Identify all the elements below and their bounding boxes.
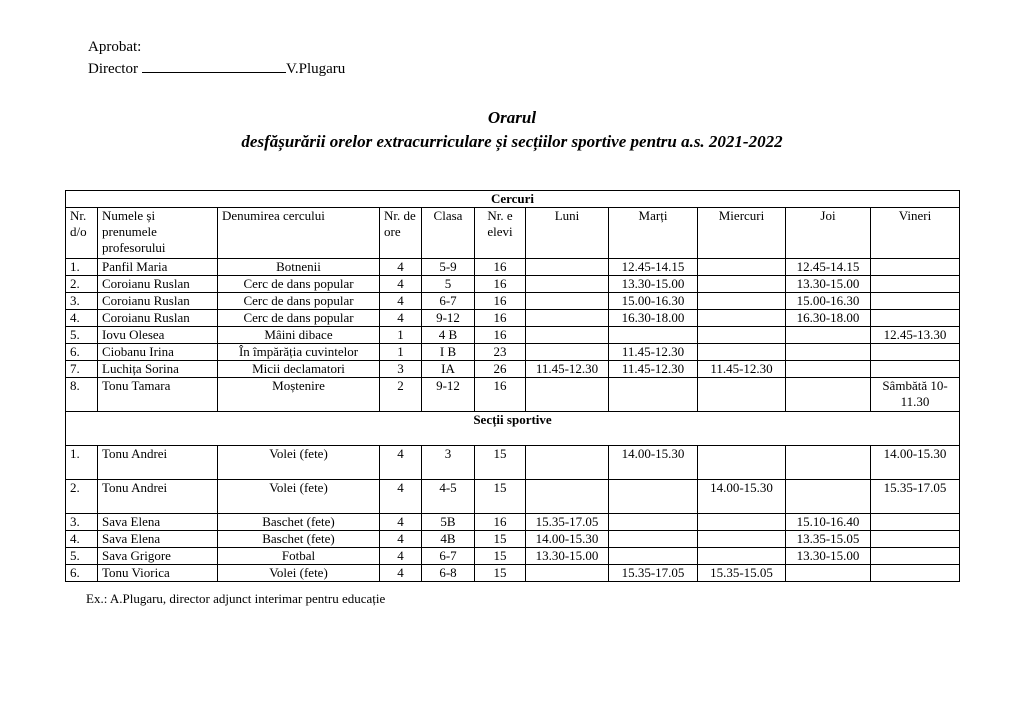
table-row: [66, 310, 960, 327]
cell-nr: 2.: [66, 276, 98, 293]
cell-hours: 1: [380, 344, 422, 361]
cell-hours: 4: [380, 310, 422, 327]
cell-hours: 2: [380, 378, 422, 412]
cell-tue: 15.00-16.30: [609, 293, 698, 310]
cell-fri: [871, 361, 960, 378]
cell-teacher: Panfil Maria: [98, 259, 218, 276]
cell-tue: 15.35-17.05: [609, 565, 698, 582]
cell-mon: [526, 259, 609, 276]
cell-activity: Botnenii: [218, 259, 380, 276]
signature-line: [142, 58, 286, 73]
cell-wed: [698, 446, 786, 480]
cell-class: 3: [422, 446, 475, 480]
cell-students: 16: [475, 514, 526, 531]
cell-mon: 14.00-15.30: [526, 531, 609, 548]
header-students: Nr. e elevi: [475, 208, 526, 259]
table-row: [66, 259, 960, 276]
cell-tue: [609, 378, 698, 412]
cell-wed: [698, 344, 786, 361]
cell-fri: 14.00-15.30: [871, 446, 960, 480]
table-row: [66, 327, 960, 344]
cell-mon: [526, 327, 609, 344]
cell-hours: 4: [380, 276, 422, 293]
cell-fri: [871, 514, 960, 531]
cell-nr: 4.: [66, 531, 98, 548]
cell-mon: 15.35-17.05: [526, 514, 609, 531]
header-row: [66, 208, 960, 259]
cell-nr: 3.: [66, 514, 98, 531]
cell-students: 16: [475, 276, 526, 293]
cell-wed: 14.00-15.30: [698, 480, 786, 514]
cell-class: 9-12: [422, 310, 475, 327]
cell-class: 6-7: [422, 548, 475, 565]
table-row: [66, 344, 960, 361]
cell-thu: 13.30-15.00: [786, 276, 871, 293]
cell-tue: 11.45-12.30: [609, 361, 698, 378]
cell-activity: Baschet (fete): [218, 531, 380, 548]
title-line-2: desfășurării orelor extracurriculare și secțiilor sportive pentru a.s. 2021-2022: [241, 132, 783, 151]
cell-thu: 12.45-14.15: [786, 259, 871, 276]
cell-mon: [526, 293, 609, 310]
cell-activity: Mâini dibace: [218, 327, 380, 344]
cell-tue: [609, 531, 698, 548]
cell-tue: [609, 480, 698, 514]
cell-fri: [871, 548, 960, 565]
sectii-section-heading: Secții sportive: [66, 412, 960, 446]
schedule-body: [66, 191, 960, 582]
header-teacher: Numele și prenumele profesorului: [98, 208, 218, 259]
header-wed: Miercuri: [698, 208, 786, 259]
table-row: [66, 446, 960, 480]
cell-activity: Volei (fete): [218, 446, 380, 480]
cell-fri: [871, 310, 960, 327]
cell-wed: [698, 276, 786, 293]
cell-nr: 4.: [66, 310, 98, 327]
cell-students: 26: [475, 361, 526, 378]
cell-class: I B: [422, 344, 475, 361]
cell-class: 6-7: [422, 293, 475, 310]
cell-wed: [698, 378, 786, 412]
cell-wed: 15.35-15.05: [698, 565, 786, 582]
table-row: [66, 480, 960, 514]
header-class: Clasa: [422, 208, 475, 259]
cell-hours: 4: [380, 531, 422, 548]
table-row: [66, 548, 960, 565]
header-nr: Nr. d/o: [66, 208, 98, 259]
cell-teacher: Sava Grigore: [98, 548, 218, 565]
cell-tue: 14.00-15.30: [609, 446, 698, 480]
cell-students: 16: [475, 259, 526, 276]
cell-thu: [786, 565, 871, 582]
director-label: Director: [88, 61, 138, 77]
cell-activity: Volei (fete): [218, 565, 380, 582]
cell-nr: 8.: [66, 378, 98, 412]
cell-class: 4B: [422, 531, 475, 548]
cercuri-section-row: [66, 191, 960, 208]
cell-thu: 15.00-16.30: [786, 293, 871, 310]
cell-fri: [871, 293, 960, 310]
header-thu: Joi: [786, 208, 871, 259]
cell-teacher: Iovu Olesea: [98, 327, 218, 344]
cell-nr: 7.: [66, 361, 98, 378]
cell-nr: 1.: [66, 259, 98, 276]
cell-tue: 12.45-14.15: [609, 259, 698, 276]
cell-hours: 3: [380, 361, 422, 378]
cell-fri: [871, 259, 960, 276]
cell-fri: [871, 344, 960, 361]
table-row: [66, 276, 960, 293]
cell-students: 15: [475, 480, 526, 514]
cell-students: 16: [475, 327, 526, 344]
cell-students: 16: [475, 310, 526, 327]
cell-mon: 13.30-15.00: [526, 548, 609, 565]
cell-teacher: Coroianu Ruslan: [98, 276, 218, 293]
director-line: [88, 58, 345, 80]
cell-hours: 4: [380, 565, 422, 582]
cell-thu: 13.30-15.00: [786, 548, 871, 565]
cell-activity: Baschet (fete): [218, 514, 380, 531]
cell-thu: [786, 378, 871, 412]
cell-fri: [871, 531, 960, 548]
approval-block: [88, 36, 345, 80]
cell-students: 15: [475, 565, 526, 582]
cell-wed: [698, 293, 786, 310]
cell-nr: 6.: [66, 565, 98, 582]
cell-nr: 6.: [66, 344, 98, 361]
cell-mon: [526, 480, 609, 514]
cell-activity: În împărăția cuvintelor: [218, 344, 380, 361]
cell-class: 5-9: [422, 259, 475, 276]
cell-class: 9-12: [422, 378, 475, 412]
cell-activity: Volei (fete): [218, 480, 380, 514]
cell-teacher: Coroianu Ruslan: [98, 293, 218, 310]
cell-thu: 15.10-16.40: [786, 514, 871, 531]
cell-teacher: Tonu Tamara: [98, 378, 218, 412]
cell-teacher: Coroianu Ruslan: [98, 310, 218, 327]
cell-fri: Sâmbătă 10-11.30: [871, 378, 960, 412]
cell-activity: Fotbal: [218, 548, 380, 565]
header-tue: Marți: [609, 208, 698, 259]
cell-tue: [609, 548, 698, 565]
cell-hours: 4: [380, 514, 422, 531]
cell-hours: 4: [380, 293, 422, 310]
header-hours: Nr. de ore: [380, 208, 422, 259]
cell-thu: [786, 446, 871, 480]
cell-students: 15: [475, 446, 526, 480]
director-name: V.Plugaru: [285, 61, 346, 77]
cell-teacher: Sava Elena: [98, 531, 218, 548]
header-activity: Denumirea cercului: [218, 208, 380, 259]
sectii-section-row: [66, 412, 960, 446]
cell-students: 23: [475, 344, 526, 361]
cell-thu: [786, 327, 871, 344]
cell-class: IA: [422, 361, 475, 378]
table-row: [66, 378, 960, 412]
document-title: [0, 106, 1024, 154]
cell-fri: 12.45-13.30: [871, 327, 960, 344]
table-row: [66, 293, 960, 310]
approval-label: Aprobat:: [88, 39, 142, 55]
cell-tue: 16.30-18.00: [609, 310, 698, 327]
cell-class: 4-5: [422, 480, 475, 514]
cell-class: 5: [422, 276, 475, 293]
cell-thu: [786, 361, 871, 378]
cell-nr: 2.: [66, 480, 98, 514]
table-row: [66, 565, 960, 582]
cell-teacher: Luchița Sorina: [98, 361, 218, 378]
cell-activity: Micii declamatori: [218, 361, 380, 378]
cell-fri: [871, 565, 960, 582]
cell-students: 16: [475, 378, 526, 412]
cell-teacher: Ciobanu Irina: [98, 344, 218, 361]
cell-mon: [526, 344, 609, 361]
cell-thu: 16.30-18.00: [786, 310, 871, 327]
cercuri-section-heading: Cercuri: [66, 191, 960, 208]
cell-nr: 1.: [66, 446, 98, 480]
cell-activity: Cerc de dans popular: [218, 293, 380, 310]
cell-students: 15: [475, 548, 526, 565]
header-fri: Vineri: [871, 208, 960, 259]
cell-activity: Cerc de dans popular: [218, 276, 380, 293]
cell-hours: 4: [380, 259, 422, 276]
cell-mon: [526, 565, 609, 582]
cell-mon: [526, 276, 609, 293]
cell-fri: [871, 276, 960, 293]
cell-teacher: Sava Elena: [98, 514, 218, 531]
cell-hours: 4: [380, 548, 422, 565]
cell-wed: 11.45-12.30: [698, 361, 786, 378]
cell-tue: 11.45-12.30: [609, 344, 698, 361]
cell-wed: [698, 548, 786, 565]
footnote: Ex.: A.Plugaru, director adjunct interimar pentru educație: [86, 591, 386, 606]
cell-nr: 5.: [66, 327, 98, 344]
table-row: [66, 361, 960, 378]
cell-mon: 11.45-12.30: [526, 361, 609, 378]
cell-thu: 13.35-15.05: [786, 531, 871, 548]
cell-nr: 5.: [66, 548, 98, 565]
cell-teacher: Tonu Andrei: [98, 446, 218, 480]
cell-hours: 4: [380, 480, 422, 514]
cell-tue: [609, 327, 698, 344]
header-mon: Luni: [526, 208, 609, 259]
cell-fri: 15.35-17.05: [871, 480, 960, 514]
cell-class: 4 B: [422, 327, 475, 344]
cell-class: 6-8: [422, 565, 475, 582]
cell-wed: [698, 531, 786, 548]
cell-hours: 4: [380, 446, 422, 480]
schedule-table: [65, 190, 960, 582]
cell-mon: [526, 378, 609, 412]
cell-activity: Moștenire: [218, 378, 380, 412]
cell-wed: [698, 259, 786, 276]
cell-tue: 13.30-15.00: [609, 276, 698, 293]
cell-wed: [698, 327, 786, 344]
cell-students: 15: [475, 531, 526, 548]
cell-thu: [786, 344, 871, 361]
cell-teacher: Tonu Viorica: [98, 565, 218, 582]
cell-hours: 1: [380, 327, 422, 344]
cell-class: 5B: [422, 514, 475, 531]
cell-mon: [526, 446, 609, 480]
table-row: [66, 531, 960, 548]
cell-wed: [698, 514, 786, 531]
cell-tue: [609, 514, 698, 531]
cell-students: 16: [475, 293, 526, 310]
cell-wed: [698, 310, 786, 327]
table-row: [66, 514, 960, 531]
cell-nr: 3.: [66, 293, 98, 310]
cell-teacher: Tonu Andrei: [98, 480, 218, 514]
title-line-1: Orarul: [487, 108, 537, 127]
cell-activity: Cerc de dans popular: [218, 310, 380, 327]
cell-mon: [526, 310, 609, 327]
cell-thu: [786, 480, 871, 514]
